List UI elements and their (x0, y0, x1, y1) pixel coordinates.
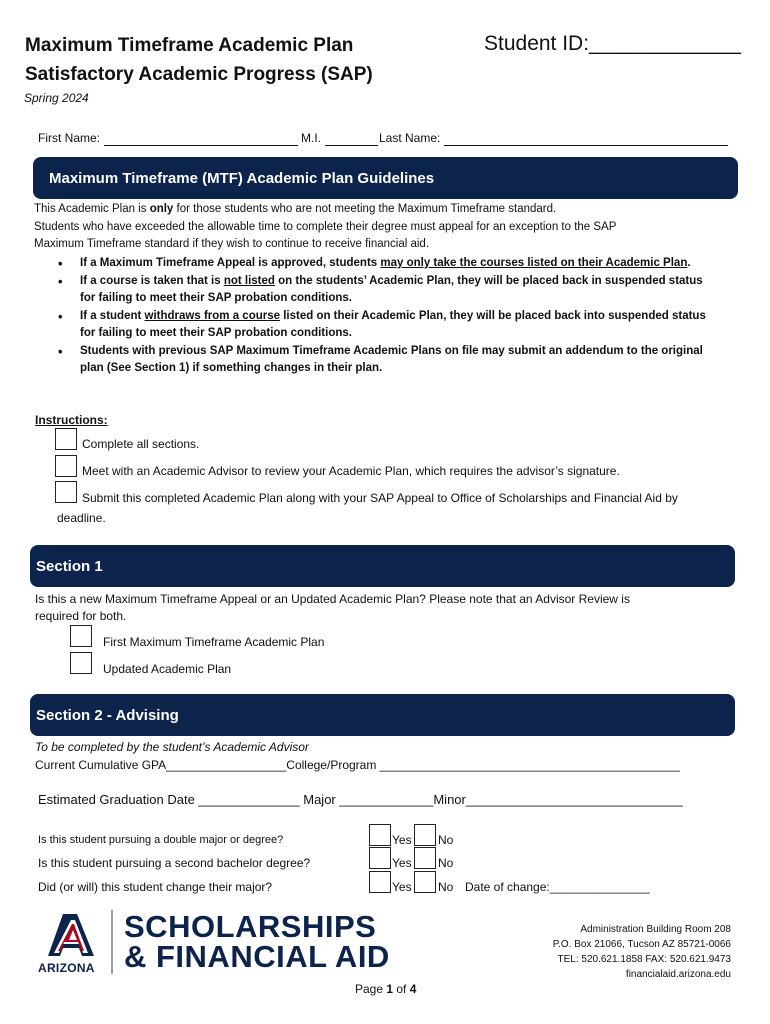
term-label: Spring 2024 (24, 91, 89, 105)
brand-line-2: & FINANCIAL AID (124, 939, 390, 974)
q2-no-checkbox[interactable] (414, 847, 436, 869)
instruction-3: Submit this completed Academic Plan along with your SAP Appeal to Office of Scholarships and Financial Aid by (82, 491, 678, 505)
q1-no-checkbox[interactable] (414, 824, 436, 846)
phone-fax-line: TEL: 520.621.1858 FAX: 520.621.9473 (557, 954, 731, 965)
instruction-checkbox-2[interactable] (55, 455, 77, 477)
q3-yes-checkbox[interactable] (369, 871, 391, 893)
double-major-question: Is this student pursuing a double major or degree? (38, 834, 284, 846)
b1-c: . (687, 257, 691, 269)
brand-line-1: SCHOLARSHIPS (124, 909, 377, 944)
q3-no-label: No (438, 880, 454, 894)
page-of: of (393, 982, 410, 996)
guidelines-list (52, 255, 712, 378)
list-item: • Students with previous SAP Maximum Timeframe Academic Plans on file may submit an addendum to the original plan (See Section 1) if something changes in their plan. (52, 343, 712, 378)
b2-c: on the students’ Academic Plan, they will be placed back in suspended status for failing to meet their SAP probation conditions. (80, 274, 703, 304)
section1-question: Is this a new Maximum Timeframe Appeal or an Updated Academic Plan? Please note that an Advisor Review is (35, 592, 630, 606)
b1-b: may only take the courses listed on their Academic Plan (380, 257, 688, 269)
change-major-question: Did (or will) this student change their major? (38, 880, 273, 894)
b1-a: If a Maximum Timeframe Appeal is approved, students (80, 257, 381, 269)
guidelines-heading-text: Maximum Timeframe (MTF) Academic Plan Guidelines (49, 169, 435, 187)
address-line-2: P.O. Box 21066, Tucson AZ 85721-0066 (552, 939, 731, 950)
q2-yes-label: Yes (392, 856, 412, 870)
current-page: 1 (386, 982, 394, 996)
q1-yes-checkbox[interactable] (369, 824, 391, 846)
p1-b: only (149, 203, 174, 215)
section1-question-cont: required for both. (35, 609, 127, 623)
form-subtitle: Satisfactory Academic Progress (SAP) (25, 64, 373, 85)
mi-field[interactable] (325, 145, 378, 146)
b3-b: withdraws from a course (144, 309, 281, 322)
form-title: Maximum Timeframe Academic Plan (25, 35, 354, 56)
b2-a: If a course is taken that is (80, 274, 224, 287)
guidelines-paragraph (34, 201, 734, 254)
instruction-1: Complete all sections. (82, 437, 200, 451)
arizona-a-logo-icon (42, 912, 96, 964)
graduation-major-minor-line[interactable]: Estimated Graduation Date ______________ Major _____________Minor______________________________ (38, 792, 683, 807)
instruction-checkbox-1[interactable] (55, 428, 77, 450)
address-line-1: Administration Building Room 208 (580, 924, 731, 935)
section1-heading-text: Section 1 (36, 557, 103, 575)
p2: Students who have exceeded the allowable time to complete their degree must appeal for an exception to the SAP (34, 220, 617, 233)
section2-heading-text: Section 2 - Advising (36, 706, 179, 724)
website-link[interactable]: financialaid.arizona.edu (625, 969, 731, 980)
p1-a: This Academic Plan is (34, 203, 150, 215)
page-number (355, 982, 416, 996)
page-label: Page (355, 982, 387, 996)
q2-yes-checkbox[interactable] (369, 847, 391, 869)
b3-a: If a student (80, 309, 145, 322)
first-mtf-plan-checkbox[interactable] (70, 625, 92, 647)
p1-c: for those students who are not meeting the Maximum Timeframe standard. (173, 203, 557, 215)
section1-heading (30, 545, 735, 587)
q2-no-label: No (438, 856, 454, 870)
total-pages: 4 (409, 982, 417, 996)
logo-divider (111, 910, 113, 974)
list-item (52, 255, 712, 273)
updated-plan-checkbox[interactable] (70, 652, 92, 674)
q3-no-checkbox[interactable] (414, 871, 436, 893)
last-name-field[interactable] (444, 145, 728, 146)
first-mtf-plan-label: First Maximum Timeframe Academic Plan (103, 635, 325, 649)
section2-heading (30, 694, 735, 736)
instructions-heading: Instructions: (35, 413, 108, 427)
mi-label: M.I. (301, 131, 321, 145)
q1-no-label: No (438, 833, 454, 847)
instruction-3-cont: deadline. (57, 511, 106, 525)
advisor-note: To be completed by the student’s Academic Advisor (35, 740, 309, 754)
b3-c: listed on their Academic Plan, they will be placed back into suspended status for failing to meet their SAP probation conditions. (80, 309, 706, 339)
last-name-label: Last Name: (379, 131, 441, 145)
second-bachelor-question: Is this student pursuing a second bachelor degree? (38, 856, 311, 870)
updated-plan-label: Updated Academic Plan (103, 662, 232, 676)
instruction-checkbox-3[interactable] (55, 481, 77, 503)
first-name-label: First Name: (38, 131, 101, 145)
list-item (52, 308, 712, 343)
p3: Maximum Timeframe standard if they wish to continue to receive financial aid. (34, 238, 430, 250)
q3-yes-label: Yes (392, 880, 412, 894)
list-item (52, 273, 712, 308)
b2-b: not listed (223, 274, 275, 287)
arizona-wordmark: ARIZONA (38, 961, 95, 975)
student-id-field[interactable]: Student ID:_____________ (484, 32, 741, 55)
gpa-college-line[interactable]: Current Cumulative GPA__________________College/Program _____________________________________________ (35, 758, 680, 772)
first-name-field[interactable] (104, 145, 298, 146)
date-of-change-field[interactable]: Date of change:_______________ (465, 880, 650, 894)
guidelines-heading (33, 157, 738, 199)
instruction-2: Meet with an Academic Advisor to review your Academic Plan, which requires the advisor’s signature. (82, 464, 620, 478)
q1-yes-label: Yes (392, 833, 412, 847)
